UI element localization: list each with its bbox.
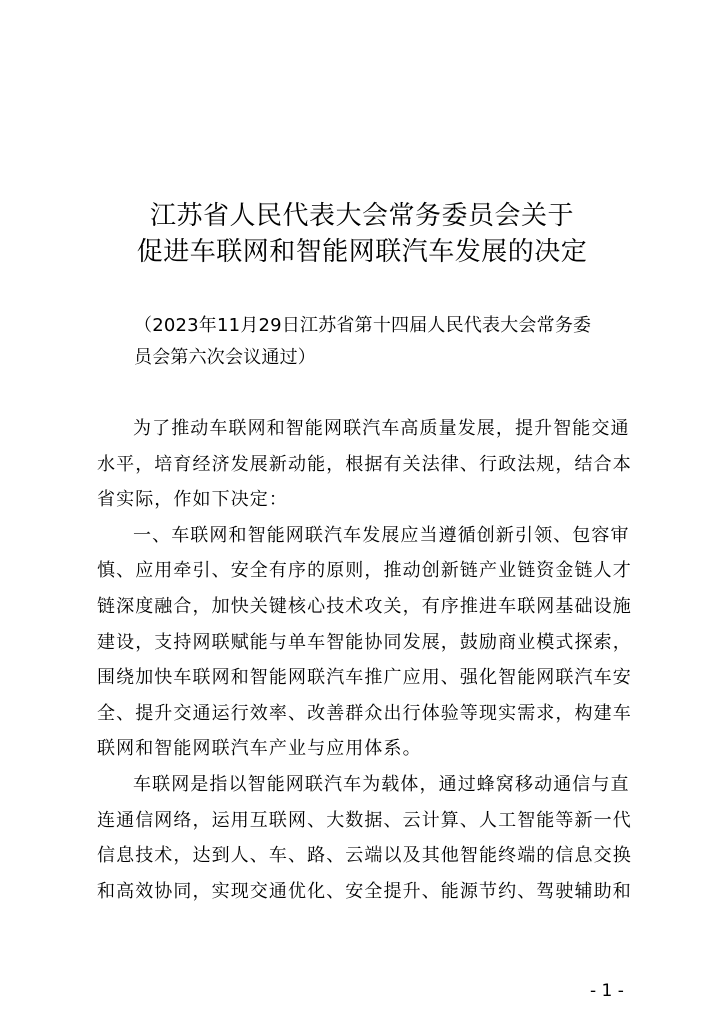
paragraph-3-line-4: 和高效协同，实现交通优化、安全提升、能源节约、驾驶辅助和 <box>97 881 632 902</box>
paragraph-2-line-3: 链深度融合，加快关键核心技术攻关，有序推进车联网基础设施 <box>97 596 632 617</box>
paragraph-2-line-1: 一、车联网和智能网联汽车发展应当遵循创新引领、包容审 <box>133 525 630 546</box>
paragraph-1-line-3: 省实际，作如下决定： <box>97 489 288 510</box>
paragraph-3-line-1: 车联网是指以智能网联汽车为载体，通过蜂窝移动通信与直 <box>133 774 630 795</box>
document-title-line-2: 促进车联网和智能网联汽车发展的决定 <box>136 237 588 267</box>
paragraph-2-line-6: 全、提升交通运行效率、改善群众出行体验等现实需求，构建车 <box>97 703 632 724</box>
adoption-note-line-2: 员会第六次会议通过） <box>134 347 316 368</box>
paragraph-2-line-4: 建设，支持网联赋能与单车智能协同发展，鼓励商业模式探索， <box>97 632 632 653</box>
document-title-line-1: 江苏省人民代表大会常务委员会关于 <box>149 201 574 231</box>
paragraph-2-line-5: 围绕加快车联网和智能网联汽车推广应用、强化智能网联汽车安 <box>97 667 632 688</box>
paragraph-1-line-2: 水平，培育经济发展新动能，根据有关法律、行政法规，结合本 <box>97 454 632 475</box>
paragraph-3-line-3: 信息技术，达到人、车、路、云端以及其他智能终端的信息交换 <box>97 845 632 866</box>
paragraph-1-line-1: 为了推动车联网和智能网联汽车高质量发展，提升智能交通 <box>133 418 630 439</box>
page-number: - 1 - <box>590 981 624 1001</box>
paragraph-2-line-7: 联网和智能网联汽车产业与应用体系。 <box>97 738 422 759</box>
paragraph-2-line-2: 慎、应用牵引、安全有序的原则，推动创新链产业链资金链人才 <box>97 560 632 581</box>
adoption-note-line-1: （2023年11月29日江苏省第十四届人民代表大会常务委 <box>134 315 592 336</box>
paragraph-3-line-2: 连通信网络，运用互联网、大数据、云计算、人工智能等新一代 <box>97 810 632 831</box>
